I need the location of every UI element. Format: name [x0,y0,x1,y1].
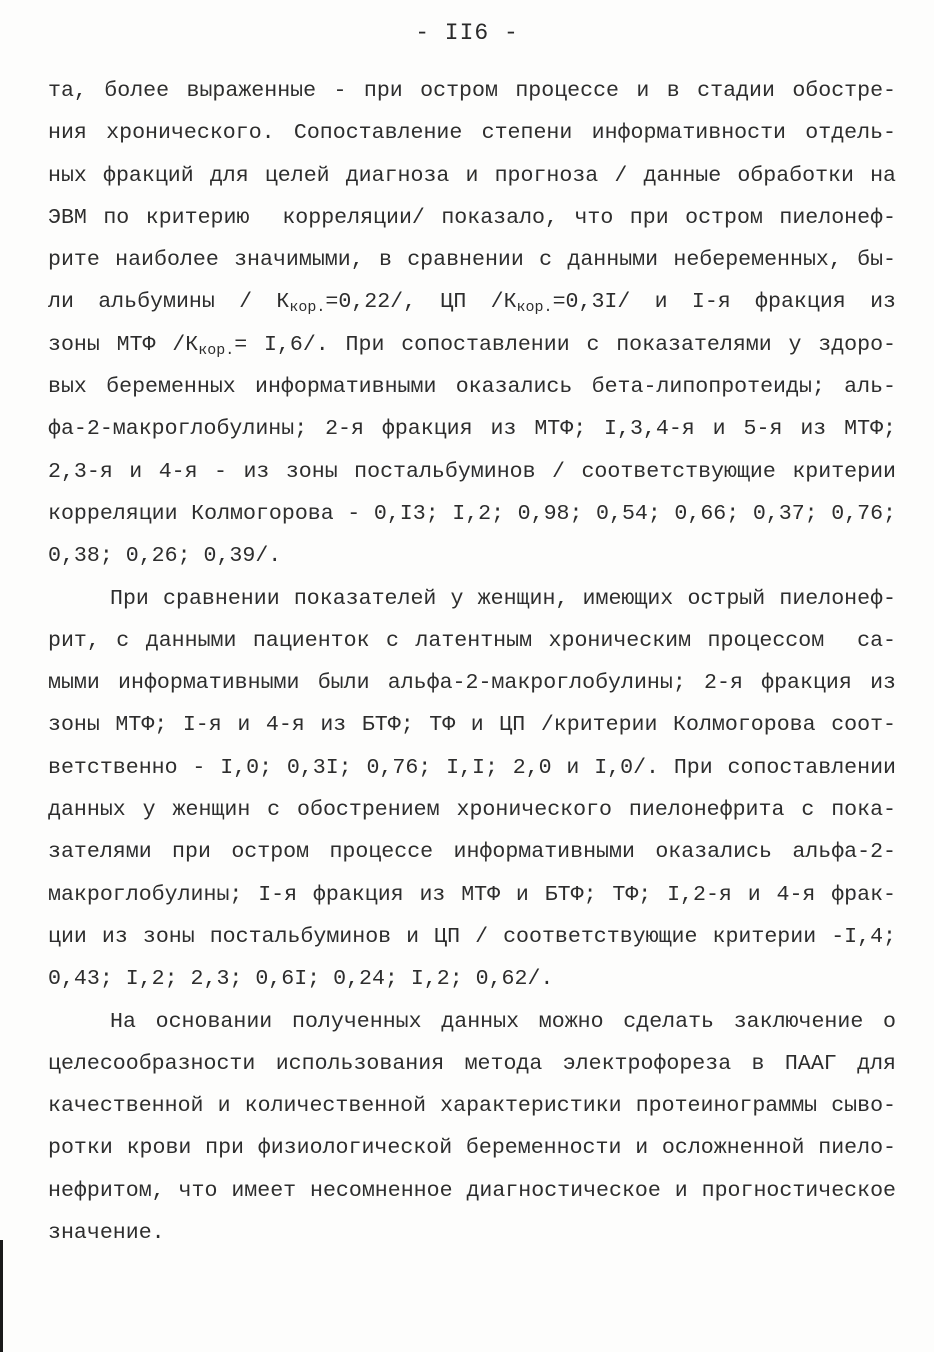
text-fragment: = I,6/. При сопоставлении с показателями у здоро- [234,332,896,357]
text-line: ных фракций для целей диагноза и прогноза / данные обработки на [48,163,896,188]
text-line: рите наиболее значимыми, в сравнении с данными небеременных, бы- [48,248,896,273]
text-fragment: ли альбумины / К [48,290,290,315]
text-line: вых беременных информативными оказались бета-липопротеиды; аль- [48,375,896,400]
text-line: 2,3-я и 4-я - из зоны постальбуминов / соответствующие критерии [48,459,896,484]
text-line-paragraph-end: 0,38; 0,26; 0,39/. [48,544,282,569]
text-line: корреляции Колмогорова - 0,I3; I,2; 0,98; 0,54; 0,66; 0,37; 0,76; [48,501,896,526]
text-line: ния хронического. Сопоставление степени информативности отдель- [48,121,896,146]
text-line-with-subscripts [48,324,896,366]
text-line: фа-2-макроглобулины; 2-я фракция из МТФ; I,3,4-я и 5-я из МТФ; [48,417,896,442]
text-line: целесообразности использования метода электрофореза в ПААГ для [48,1051,896,1076]
text-line: ции из зоны постальбуминов и ЦП / соответствующие критерии -I,4; [48,924,896,949]
text-line: ЭВМ по критерию корреляции/ показало, что при остром пиелонеф- [48,205,896,230]
body-text [48,70,896,1254]
text-line-paragraph-end: значение. [48,1221,165,1246]
text-fragment: =0,22/, ЦП /К [325,290,517,315]
text-line-paragraph-start: На основании полученных данных можно сделать заключение о [110,1009,896,1034]
text-fragment: =0,3I/ и I-я фракция из [552,290,896,315]
text-line: мыми информативными были альфа-2-макроглобулины; 2-я фракция из [48,671,896,696]
text-line-paragraph-start: При сравнении показателей у женщин, имеющих острый пиелонеф- [110,586,896,611]
text-line: рит, с данными пациенток с латентным хроническим процессом са- [48,628,896,653]
subscript-kor: кор. [516,299,553,317]
text-line: данных у женщин с обострением хронического пиелонефрита с пока- [48,798,896,823]
text-line: зателями при остром процессе информативными оказались альфа-2- [48,840,896,865]
text-line: нефритом, что имеет несомненное диагностическое и прогностическое [48,1178,896,1203]
subscript-kor: кор. [289,299,326,317]
text-line: макроглобулины; I-я фракция из МТФ и БТФ; ТФ; I,2-я и 4-я фрак- [48,882,896,907]
text-line: качественной и количественной характеристики протеинограммы сыво- [48,1094,896,1119]
scan-edge-shadow [0,1240,3,1352]
subscript-kor: кор. [198,341,235,359]
text-line-paragraph-end: 0,43; I,2; 2,3; 0,6I; 0,24; I,2; 0,62/. [48,967,554,992]
text-line-with-subscripts [48,281,896,323]
text-line: ветственно - I,0; 0,3I; 0,76; I,I; 2,0 и I,0/. При сопоставлении [48,755,896,780]
text-line: та, более выраженные - при остром процессе и в стадии обостре- [48,79,896,103]
page-number: - II6 - [415,20,519,46]
text-line: зоны МТФ; I-я и 4-я из БТФ; ТФ и ЦП /критерии Колмогорова соот- [48,713,896,738]
text-line: ротки крови при физиологической беременности и осложненной пиело- [48,1136,896,1161]
text-fragment: зоны МТФ /К [48,332,199,357]
